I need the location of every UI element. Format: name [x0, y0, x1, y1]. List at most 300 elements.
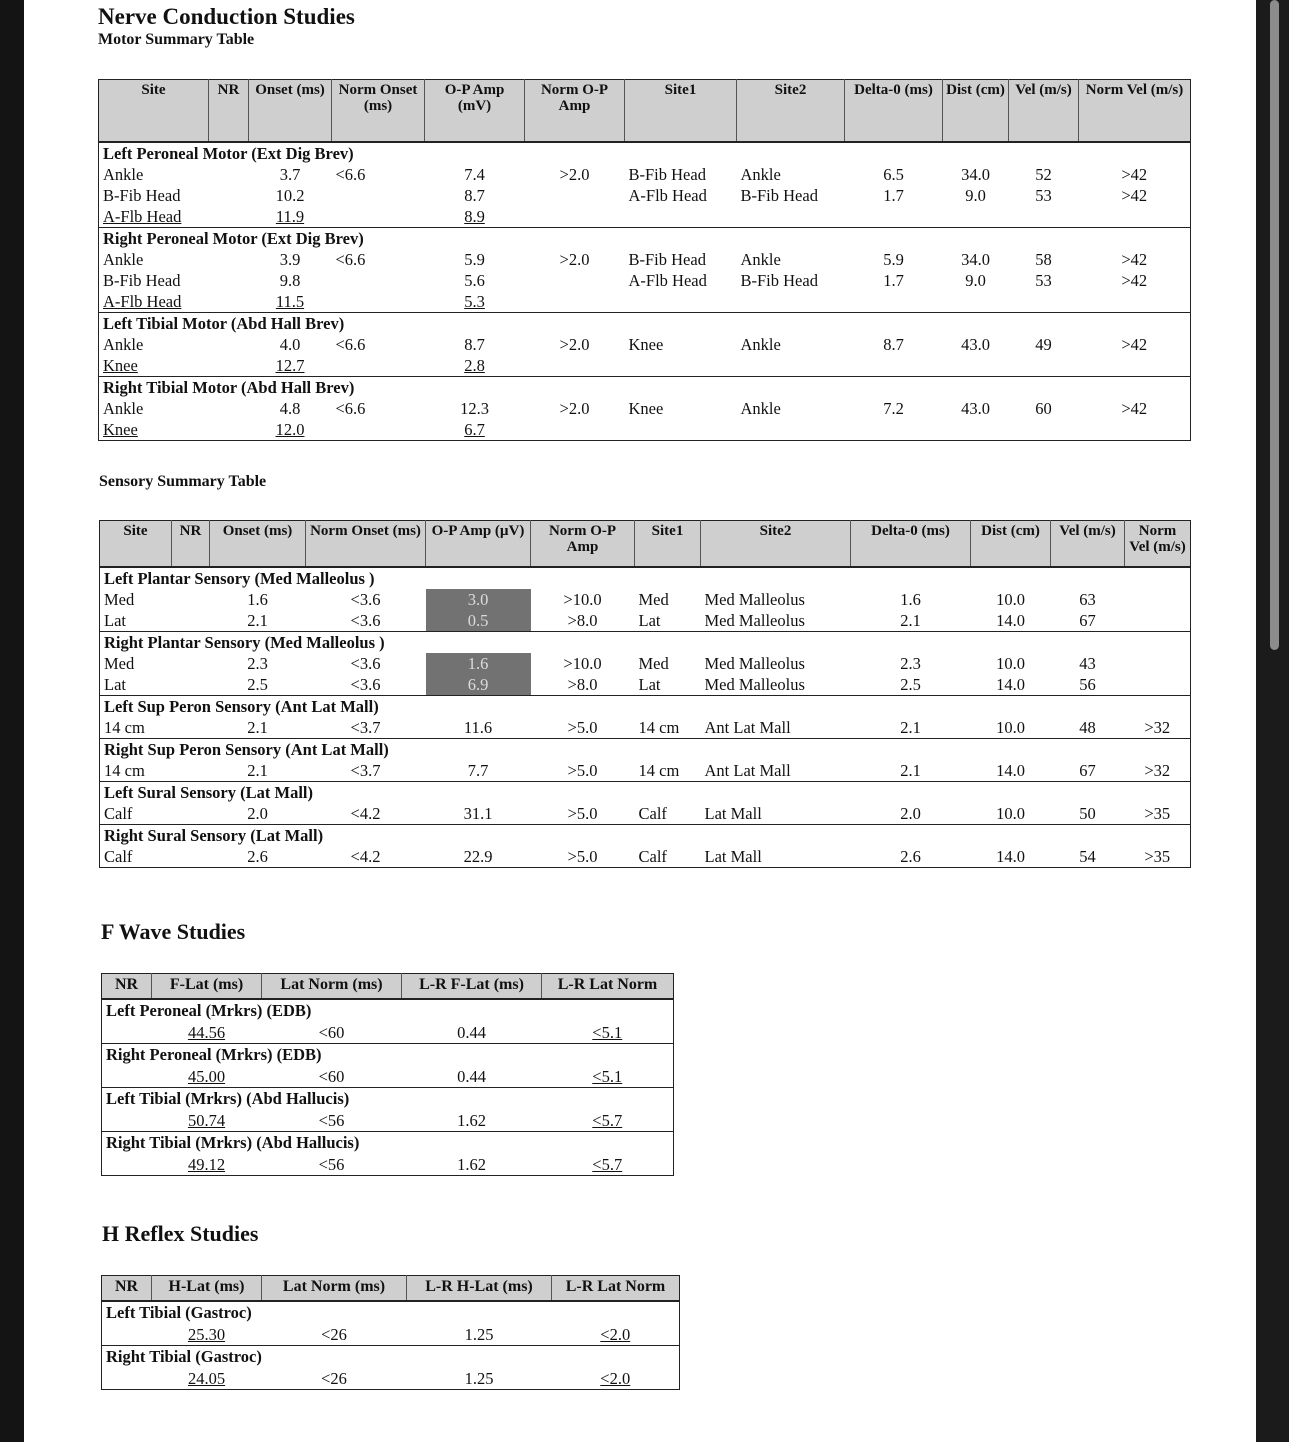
table-cell: 2.6 [247, 847, 268, 866]
table-cell: <6.6 [335, 250, 366, 269]
table-cell: 67 [1079, 761, 1096, 780]
hreflex-group [102, 1301, 680, 1346]
group-header-row [100, 696, 1191, 718]
table-cell: >5.0 [567, 804, 598, 823]
table-cell [525, 185, 625, 206]
table-row [102, 1022, 674, 1044]
table-cell [1079, 355, 1191, 377]
table-cell: Ankle [103, 250, 144, 269]
table-cell: 24.05 [187, 1368, 226, 1388]
table-cell: 1.6 [900, 590, 921, 609]
table-cell: 2.1 [247, 761, 268, 780]
table-row [99, 249, 1191, 270]
table-row [99, 185, 1191, 206]
col-header: Dist (cm) [971, 521, 1051, 568]
table-cell: 9.8 [279, 271, 301, 290]
table-cell: 4.0 [279, 335, 301, 354]
group-name: Left Peroneal Motor (Ext Dig Brev) [103, 144, 354, 163]
table-cell: 67 [1079, 611, 1096, 630]
group-name: Left Sup Peron Sensory (Ant Lat Mall) [104, 697, 379, 716]
table-cell: Lat Mall [704, 804, 762, 823]
table-cell: 9.0 [965, 271, 986, 290]
col-header: L-R Lat Norm [552, 1276, 680, 1302]
table-cell: 50 [1079, 804, 1096, 823]
col-header: L-R H-Lat (ms) [407, 1276, 552, 1302]
table-cell: 7.2 [883, 399, 904, 418]
col-header: Onset (ms) [249, 80, 332, 143]
table-cell [102, 1368, 152, 1390]
motor-group [99, 142, 1191, 228]
table-cell: 3.9 [279, 250, 301, 269]
viewer-left-margin [0, 0, 24, 1442]
table-row [102, 1110, 674, 1132]
group-header-row [99, 228, 1191, 250]
table-cell [845, 419, 943, 441]
table-cell: 4.8 [279, 399, 301, 418]
sensory-header-row [100, 521, 1191, 568]
table-cell: 14 cm [104, 761, 145, 780]
table-cell: 54 [1079, 847, 1096, 866]
table-cell: 8.7 [883, 335, 904, 354]
table-cell: 49 [1035, 335, 1052, 354]
table-cell: 14 cm [638, 761, 680, 780]
table-cell: Ant Lat Mall [704, 718, 791, 737]
group-header-row [99, 377, 1191, 399]
table-cell: <6.6 [335, 165, 366, 184]
table-cell: >2.0 [559, 165, 590, 184]
table-cell [102, 1022, 152, 1044]
table-cell: 1.7 [883, 186, 904, 205]
table-cell [525, 355, 625, 377]
table-cell [1125, 653, 1191, 674]
document-page [24, 0, 1256, 1442]
group-header-row [102, 1301, 680, 1324]
table-cell: Knee [628, 335, 664, 354]
table-cell: 7.4 [464, 165, 485, 184]
motor-table-title: Motor Summary Table [98, 31, 255, 48]
table-cell: 14.0 [996, 761, 1025, 780]
motor-summary-table [98, 79, 1191, 441]
group-name: Right Peroneal (Mrkrs) (EDB) [106, 1045, 322, 1064]
table-cell: 11.6 [463, 718, 493, 737]
table-cell: 5.9 [464, 250, 485, 269]
col-header: Site [100, 521, 172, 568]
col-header: L-R Lat Norm [542, 974, 674, 1000]
table-cell: >2.0 [559, 335, 590, 354]
table-cell: 3.7 [279, 165, 301, 184]
table-cell [845, 291, 943, 313]
group-header-row [102, 1088, 674, 1110]
table-cell [102, 1066, 152, 1088]
table-cell: 25.30 [187, 1324, 226, 1344]
col-header: Dist (cm) [943, 80, 1009, 143]
table-cell: 10.0 [996, 804, 1025, 823]
table-row [99, 355, 1191, 377]
col-header: Site [99, 80, 209, 143]
table-cell [102, 1110, 152, 1132]
table-cell [332, 185, 425, 206]
table-cell: <5.7 [592, 1154, 623, 1174]
sensory-group [100, 739, 1191, 782]
table-cell: 5.6 [464, 271, 485, 290]
table-cell: B-Fib Head [103, 271, 181, 290]
table-cell: <56 [318, 1110, 345, 1130]
table-cell [943, 355, 1009, 377]
table-cell: 9.0 [965, 186, 986, 205]
table-cell: 52 [1035, 165, 1052, 184]
table-cell: <26 [321, 1368, 347, 1388]
table-cell [1125, 674, 1191, 696]
table-row [100, 717, 1191, 739]
table-cell: >5.0 [567, 847, 598, 866]
table-cell: 2.3 [247, 654, 268, 673]
table-cell: 8.9 [464, 207, 485, 226]
table-cell: >8.0 [567, 675, 598, 694]
group-name: Right Sup Peron Sensory (Ant Lat Mall) [104, 740, 389, 759]
table-cell: Calf [104, 847, 133, 866]
table-cell: Ankle [740, 399, 781, 418]
table-cell: 53 [1035, 186, 1052, 205]
fwave-group [102, 1088, 674, 1132]
group-header-row [102, 999, 674, 1022]
table-cell: B-Fib Head [103, 186, 181, 205]
table-row [100, 674, 1191, 696]
motor-header-row [99, 80, 1191, 143]
sensory-table-title: Sensory Summary Table [99, 473, 267, 490]
table-cell: 43.0 [961, 399, 990, 418]
table-cell: 1.6 [247, 590, 268, 609]
table-cell: <5.1 [592, 1066, 623, 1086]
table-cell: Knee [628, 399, 664, 418]
table-cell: <2.0 [600, 1324, 631, 1344]
table-cell: <4.2 [350, 847, 381, 866]
table-cell [1009, 206, 1079, 228]
group-name: Left Peroneal (Mrkrs) (EDB) [106, 1001, 312, 1020]
table-cell: <3.6 [350, 675, 381, 694]
table-cell: 48 [1079, 718, 1096, 737]
table-cell: >5.0 [567, 761, 598, 780]
table-cell: 0.44 [457, 1022, 486, 1042]
table-cell: >10.0 [563, 654, 602, 673]
table-cell: 8.7 [464, 186, 485, 205]
table-cell [845, 206, 943, 228]
group-header-row [99, 142, 1191, 164]
col-header: NR [209, 80, 249, 143]
table-cell [625, 291, 737, 313]
table-cell: >32 [1144, 718, 1171, 737]
table-cell: 50.74 [187, 1110, 226, 1130]
vertical-scrollbar[interactable] [1270, 0, 1279, 650]
group-name: Right Plantar Sensory (Med Malleolus ) [104, 633, 385, 652]
col-header: Vel (m/s) [1051, 521, 1125, 568]
table-cell: 2.1 [900, 761, 921, 780]
col-header: O-P Amp (mV) [425, 80, 525, 143]
table-cell: 10.0 [996, 590, 1025, 609]
table-row [99, 291, 1191, 313]
table-cell: <3.6 [350, 611, 381, 630]
table-cell: >32 [1144, 761, 1171, 780]
table-cell: 14 cm [638, 718, 680, 737]
table-cell: Med [638, 590, 669, 609]
table-cell: <3.6 [350, 590, 381, 609]
table-row [102, 1154, 674, 1176]
table-cell: <60 [318, 1066, 345, 1086]
table-cell: Knee [103, 420, 138, 439]
table-row [100, 803, 1191, 825]
hreflex-group [102, 1346, 680, 1390]
table-cell: 1.25 [464, 1368, 494, 1388]
col-header: Onset (ms) [210, 521, 306, 568]
table-cell: 2.1 [900, 718, 921, 737]
table-cell: 12.3 [460, 399, 489, 418]
table-cell: Ankle [740, 165, 781, 184]
table-cell: <2.0 [600, 1368, 631, 1388]
table-cell [943, 419, 1009, 441]
sensory-group [100, 825, 1191, 868]
table-cell: 5.9 [883, 250, 904, 269]
table-cell: >2.0 [559, 250, 590, 269]
col-header: H-Lat (ms) [152, 1276, 262, 1302]
table-cell: <6.6 [335, 335, 366, 354]
table-cell [102, 1324, 152, 1346]
col-header: Site1 [635, 521, 701, 568]
table-cell [172, 760, 210, 782]
table-cell: 0.44 [457, 1066, 486, 1086]
table-row [99, 270, 1191, 291]
table-cell [943, 291, 1009, 313]
table-cell: >35 [1144, 847, 1171, 866]
table-cell [209, 206, 249, 228]
table-row [99, 419, 1191, 441]
group-name: Right Peroneal Motor (Ext Dig Brev) [103, 229, 364, 248]
table-cell [525, 291, 625, 313]
table-cell: Ankle [740, 250, 781, 269]
group-name: Right Tibial (Mrkrs) (Abd Hallucis) [106, 1133, 360, 1152]
table-cell: B-Fib Head [628, 165, 706, 184]
table-cell [102, 1154, 152, 1176]
table-cell [332, 419, 425, 441]
col-header: Lat Norm (ms) [262, 1276, 407, 1302]
table-cell [209, 164, 249, 185]
table-cell: >42 [1121, 399, 1148, 418]
table-cell: >35 [1144, 804, 1171, 823]
table-cell: A-Flb Head [103, 207, 182, 226]
table-cell [209, 334, 249, 355]
col-header: Site1 [625, 80, 737, 143]
col-header: Norm O-P Amp [531, 521, 635, 568]
sensory-group [100, 696, 1191, 739]
table-cell: <5.7 [592, 1110, 623, 1130]
table-cell [209, 185, 249, 206]
table-cell [1009, 291, 1079, 313]
group-header-row [102, 1132, 674, 1154]
table-cell: 11.5 [275, 292, 305, 311]
table-cell: 58 [1035, 250, 1052, 269]
fwave-group [102, 1044, 674, 1088]
table-cell: <4.2 [350, 804, 381, 823]
col-header: Norm O-P Amp [525, 80, 625, 143]
table-cell: 1.6 [426, 653, 531, 674]
table-cell: 2.6 [900, 847, 921, 866]
table-cell: 14.0 [996, 675, 1025, 694]
table-cell: Ankle [103, 165, 144, 184]
table-row [102, 1066, 674, 1088]
hreflex-header-row [102, 1276, 680, 1302]
table-cell: 1.62 [457, 1110, 486, 1130]
table-cell: 10.0 [996, 654, 1025, 673]
table-cell [172, 610, 210, 632]
table-cell: Ankle [103, 399, 144, 418]
table-cell: 10.2 [275, 186, 305, 205]
col-header: Norm Onset (ms) [306, 521, 426, 568]
table-cell: 2.0 [900, 804, 921, 823]
table-cell [943, 206, 1009, 228]
table-cell [332, 355, 425, 377]
group-header-row [100, 782, 1191, 804]
table-cell: 2.0 [247, 804, 268, 823]
table-cell [172, 717, 210, 739]
table-cell [172, 803, 210, 825]
table-cell: B-Fib Head [628, 250, 706, 269]
table-cell: >42 [1121, 165, 1148, 184]
group-name: Left Plantar Sensory (Med Malleolus ) [104, 569, 375, 588]
motor-group [99, 313, 1191, 377]
table-cell [737, 419, 845, 441]
table-cell: Calf [638, 804, 667, 823]
table-cell [332, 270, 425, 291]
table-cell: Knee [103, 356, 138, 375]
table-cell: Ant Lat Mall [704, 761, 791, 780]
table-cell: <6.6 [335, 399, 366, 418]
sensory-group [100, 782, 1191, 825]
table-row [100, 589, 1191, 610]
motor-group [99, 228, 1191, 313]
table-cell: >42 [1121, 186, 1148, 205]
table-cell: 56 [1079, 675, 1096, 694]
table-cell: 2.1 [900, 611, 921, 630]
table-cell: 10.0 [996, 718, 1025, 737]
fwave-group [102, 999, 674, 1044]
table-cell: 60 [1035, 399, 1052, 418]
table-cell [1079, 419, 1191, 441]
hreflex-studies-table [101, 1275, 680, 1390]
table-cell [625, 419, 737, 441]
table-cell: 43.0 [961, 335, 990, 354]
fwave-section-title: F Wave Studies [101, 919, 246, 944]
group-name: Left Tibial Motor (Abd Hall Brev) [103, 314, 345, 333]
col-header: NR [172, 521, 210, 568]
table-cell: >42 [1121, 335, 1148, 354]
col-header: Site2 [701, 521, 851, 568]
fwave-header-row [102, 974, 674, 1000]
table-cell [209, 291, 249, 313]
hreflex-section-title: H Reflex Studies [102, 1221, 259, 1246]
table-cell [737, 291, 845, 313]
table-cell: 14.0 [996, 847, 1025, 866]
table-row [102, 1368, 680, 1390]
group-header-row [99, 313, 1191, 335]
col-header: Delta-0 (ms) [851, 521, 971, 568]
col-header: L-R F-Lat (ms) [402, 974, 542, 1000]
table-cell [172, 653, 210, 674]
table-cell: A-Flb Head [628, 186, 707, 205]
table-cell: Lat [104, 611, 126, 630]
table-cell: 34.0 [961, 165, 990, 184]
group-header-row [100, 632, 1191, 654]
table-cell: >42 [1121, 271, 1148, 290]
table-row [99, 398, 1191, 419]
col-header: F-Lat (ms) [152, 974, 262, 1000]
table-cell: Calf [638, 847, 667, 866]
table-cell: 34.0 [961, 250, 990, 269]
table-cell: 1.25 [464, 1324, 494, 1344]
col-header: Site2 [737, 80, 845, 143]
table-cell: <5.1 [592, 1022, 623, 1042]
table-cell: Med Malleolus [704, 654, 805, 673]
table-cell: 6.5 [883, 165, 904, 184]
table-cell: Med [104, 654, 135, 673]
sensory-group [100, 632, 1191, 696]
table-cell: 22.9 [463, 847, 493, 866]
col-header: Norm Vel (m/s) [1125, 521, 1191, 568]
table-cell [209, 270, 249, 291]
group-name: Right Sural Sensory (Lat Mall) [104, 826, 324, 845]
group-header-row [102, 1044, 674, 1066]
table-cell: 3.0 [426, 589, 531, 610]
table-cell: 2.3 [900, 654, 921, 673]
table-cell [209, 419, 249, 441]
table-cell: 1.7 [883, 271, 904, 290]
table-cell: <3.6 [350, 654, 381, 673]
table-cell: Med Malleolus [704, 590, 805, 609]
table-row [100, 846, 1191, 868]
col-header: Norm Vel (m/s) [1079, 80, 1191, 143]
table-cell: 63 [1079, 590, 1096, 609]
table-cell: 7.7 [467, 761, 489, 780]
table-cell: >2.0 [559, 399, 590, 418]
table-cell: <3.7 [350, 761, 381, 780]
document-title: Nerve Conduction Studies [98, 4, 355, 29]
group-name: Left Tibial (Mrkrs) (Abd Hallucis) [106, 1089, 350, 1108]
table-cell: 44.56 [187, 1022, 226, 1042]
table-cell: 31.1 [463, 804, 493, 823]
table-cell [1125, 610, 1191, 632]
table-cell: Med [638, 654, 669, 673]
table-cell: 2.5 [900, 675, 921, 694]
table-cell: Lat [104, 675, 126, 694]
table-cell: 43 [1079, 654, 1096, 673]
group-header-row [100, 567, 1191, 589]
table-cell: >8.0 [567, 611, 598, 630]
table-cell [332, 291, 425, 313]
col-header: Delta-0 (ms) [845, 80, 943, 143]
table-cell: 2.8 [464, 356, 485, 375]
table-cell: 14.0 [996, 611, 1025, 630]
table-row [100, 760, 1191, 782]
table-cell: <60 [318, 1022, 345, 1042]
table-cell: Lat [638, 611, 661, 630]
table-cell: A-Flb Head [103, 292, 182, 311]
table-cell: Lat Mall [704, 847, 762, 866]
table-cell [209, 249, 249, 270]
col-header: Vel (m/s) [1009, 80, 1079, 143]
table-cell: A-Flb Head [628, 271, 707, 290]
motor-group [99, 377, 1191, 441]
table-cell: Ankle [103, 335, 144, 354]
group-header-row [100, 825, 1191, 847]
fwave-group [102, 1132, 674, 1176]
table-row [102, 1324, 680, 1346]
